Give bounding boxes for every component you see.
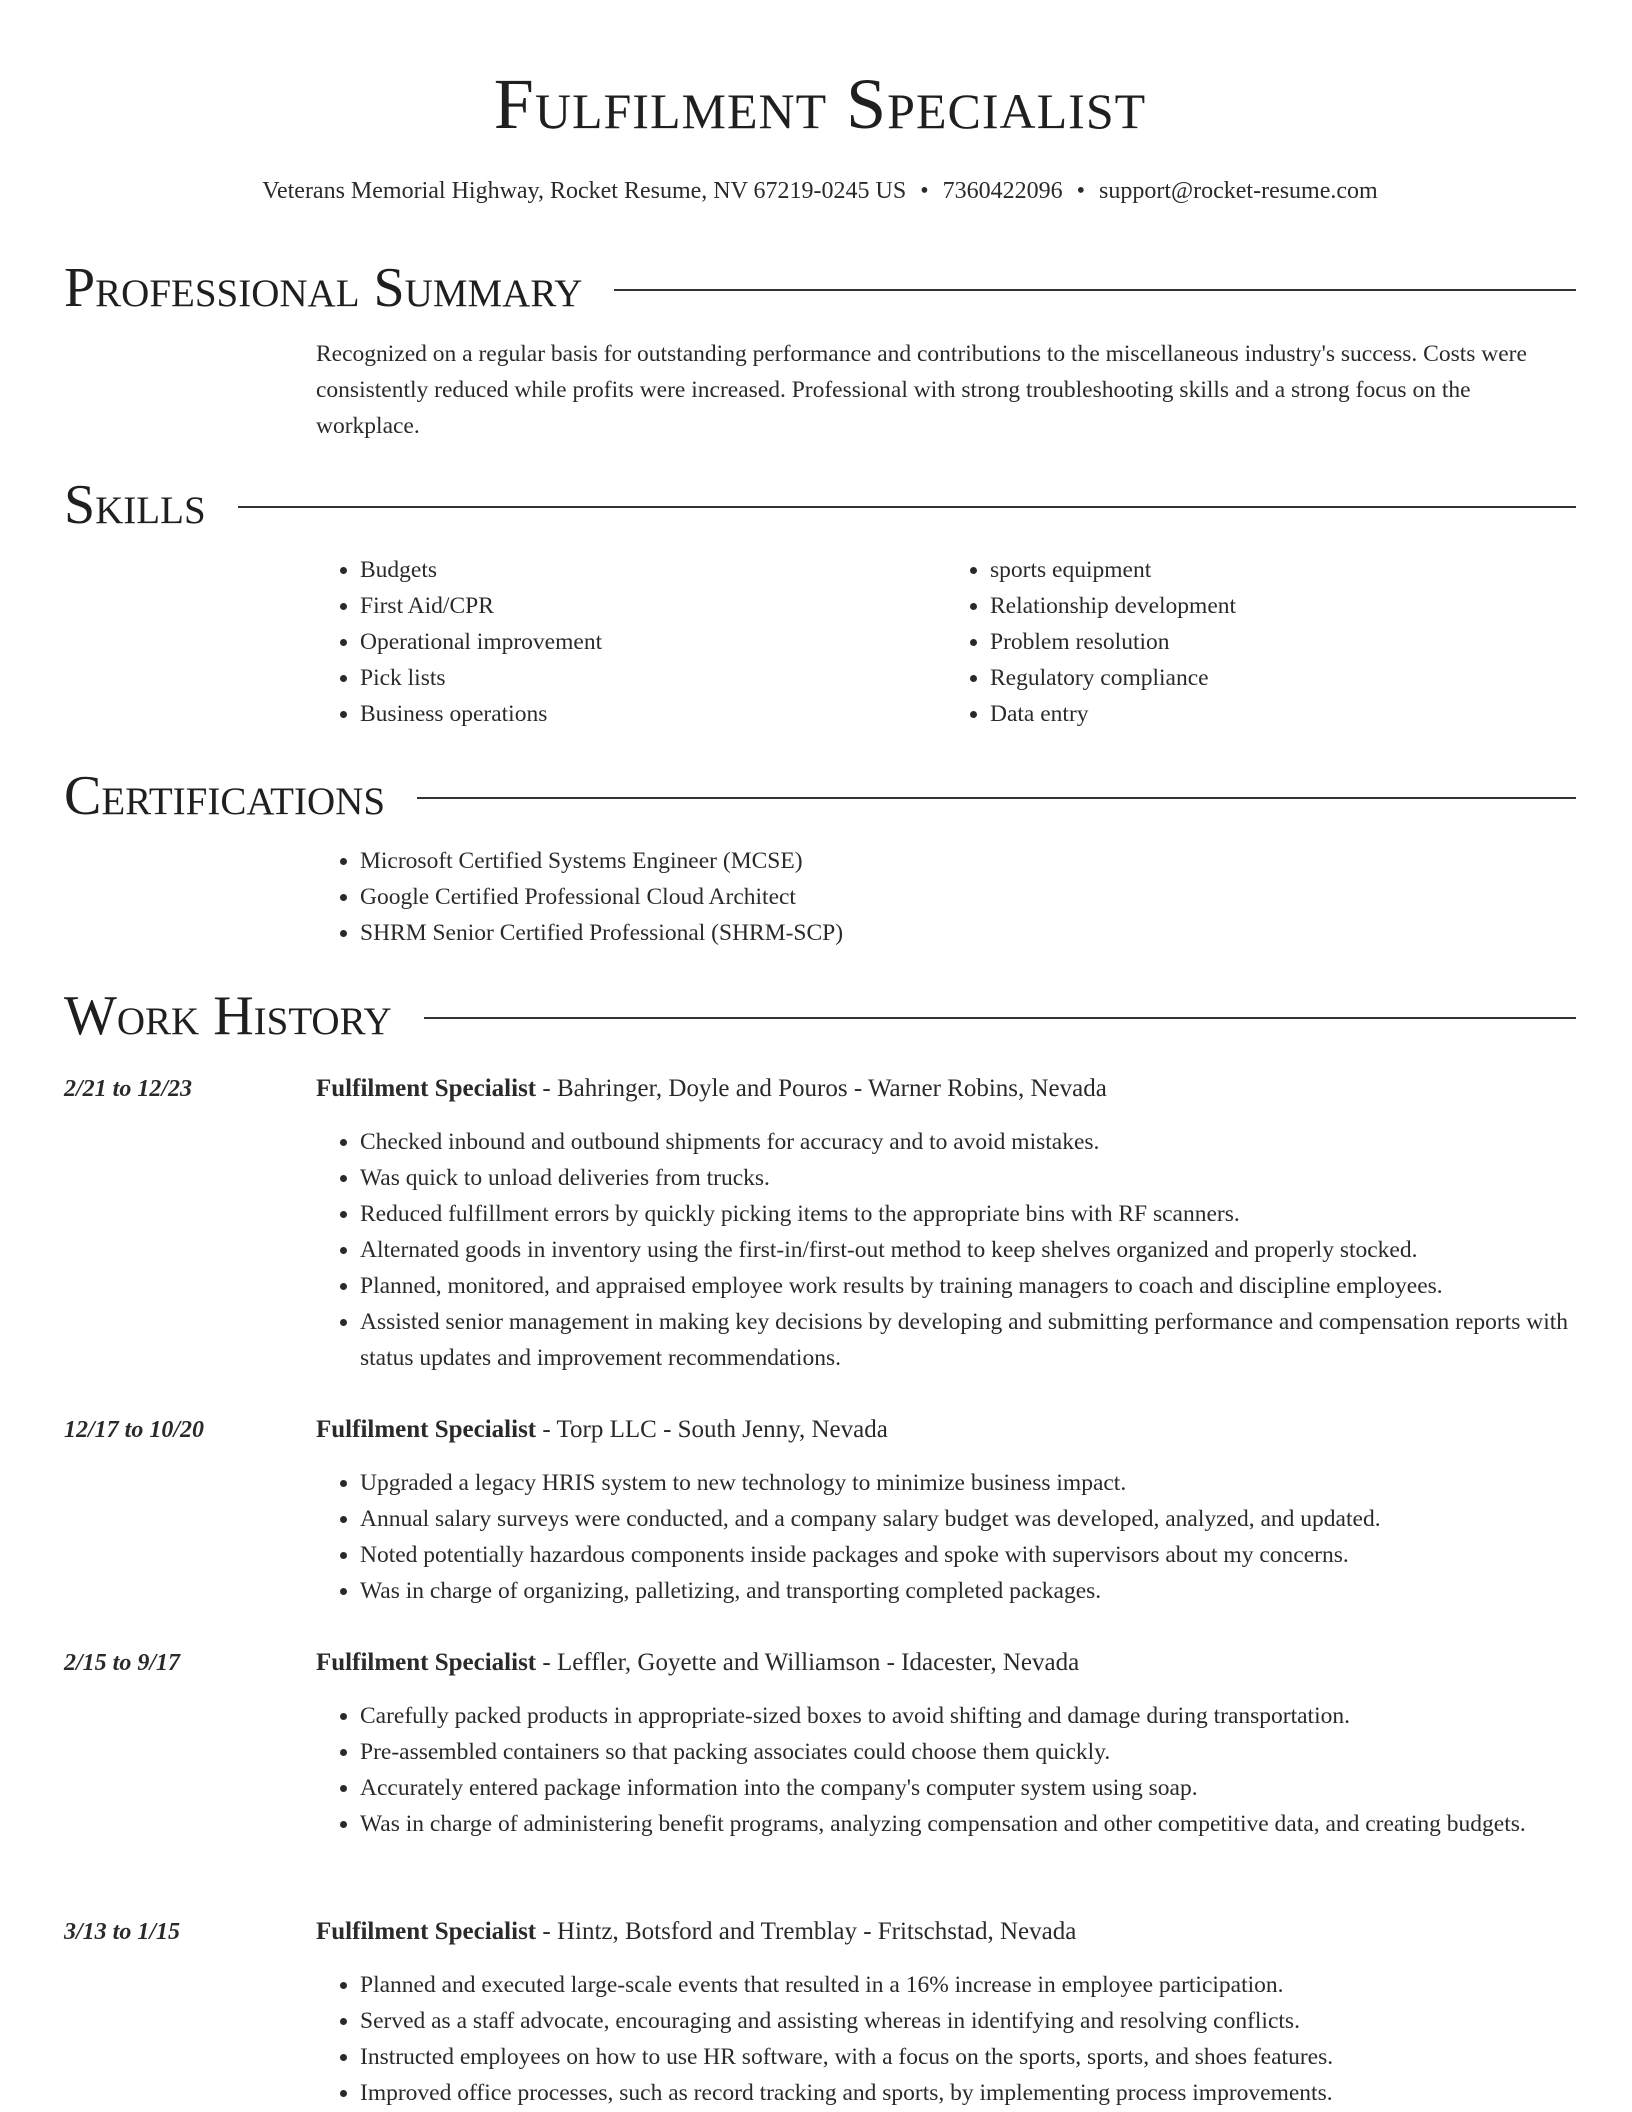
certification-item: • Google Certified Professional Cloud Architect: [360, 879, 1576, 915]
job-bullet: • Instructed employees on how to use HR software, with a focus on the sports, sports, and shoes features.: [360, 2039, 1576, 2075]
job-bullets: [316, 1967, 1576, 2111]
job-employer: - Hintz, Botsford and Tremblay - Fritschstad, Nevada: [536, 1918, 1077, 1945]
skills-list: [316, 552, 1576, 732]
certifications-list: [316, 843, 1576, 951]
work-history-heading: Work History: [64, 985, 392, 1047]
job-bullet: • Noted potentially hazardous components inside packages and spoke with supervisors about my concerns.: [360, 1537, 1576, 1573]
job-title: [316, 1914, 1576, 1950]
certifications-heading: Certifications: [64, 765, 386, 827]
job-bullet: • Assisted senior management in making key decisions by developing and submitting performance and compensation reports with status updates and improvement recommendations.: [360, 1304, 1576, 1376]
contact-separator: •: [1076, 178, 1086, 204]
job-bullet: • Was quick to unload deliveries from trucks.: [360, 1160, 1576, 1196]
job-bullet: • Was in charge of administering benefit programs, analyzing compensation and other competitive data, and creating budgets.: [360, 1806, 1576, 1842]
job-title: [316, 1412, 1576, 1448]
job-bullet: • Checked inbound and outbound shipments for accuracy and to avoid mistakes.: [360, 1124, 1576, 1160]
job-role: Fulfilment Specialist: [316, 1075, 537, 1102]
skill-item: • Budgets: [360, 552, 946, 588]
job-bullet: • Planned, monitored, and appraised employee work results by training managers to coach and discipline employees.: [360, 1268, 1576, 1304]
job-bullet: • Annual salary surveys were conducted, and a company salary budget was developed, analyzed, and updated.: [360, 1501, 1576, 1537]
job-bullet: • Served as a staff advocate, encouraging and assisting whereas in identifying and resolving conflicts.: [360, 2003, 1576, 2039]
certification-item: • Microsoft Certified Systems Engineer (MCSE): [360, 843, 1576, 879]
job-bullets: [316, 1124, 1576, 1376]
job-dates: 12/17 to 10/20: [64, 1417, 205, 1443]
skill-item: • Data entry: [990, 696, 1576, 732]
skill-item: • Regulatory compliance: [990, 660, 1576, 696]
contact-email: support@rocket-resume.com: [1099, 178, 1378, 204]
summary-divider: [614, 289, 1576, 291]
job-bullet: • Improved office processes, such as record tracking and sports, by implementing process improvements.: [360, 2075, 1576, 2111]
skills-divider: [238, 506, 1576, 508]
certification-item: • SHRM Senior Certified Professional (SHRM-SCP): [360, 915, 1576, 951]
work-history-section-header: [64, 984, 1576, 1048]
job-bullet: • Was in charge of organizing, palletizing, and transporting completed packages.: [360, 1573, 1576, 1609]
skill-item: • Relationship development: [990, 588, 1576, 624]
skill-item: • sports equipment: [990, 552, 1576, 588]
skill-item: • Problem resolution: [990, 624, 1576, 660]
skills-section-header: [64, 473, 1576, 537]
job-bullet: • Planned and executed large-scale events that resulted in a 16% increase in employee participation.: [360, 1967, 1576, 2003]
certifications-divider: [417, 797, 1576, 799]
job-bullets: [316, 1465, 1576, 1609]
job-title: [316, 1071, 1576, 1107]
job-bullets: [316, 1698, 1576, 1842]
skill-item: • Pick lists: [360, 660, 946, 696]
job-bullet: • Reduced fulfillment errors by quickly picking items to the appropriate bins with RF scanners.: [360, 1196, 1576, 1232]
summary-text: Recognized on a regular basis for outstanding performance and contributions to the miscellaneous industry's success. Costs were consistently reduced while profits were increased. Professional with strong troubleshooting skills and a strong focus on the workplace.: [316, 341, 1527, 439]
job-employer: - Torp LLC - South Jenny, Nevada: [536, 1416, 888, 1443]
skill-item: • First Aid/CPR: [360, 588, 946, 624]
job-role: Fulfilment Specialist: [316, 1649, 537, 1676]
job-bullet: • Upgraded a legacy HRIS system to new technology to minimize business impact.: [360, 1465, 1576, 1501]
job-employer: - Bahringer, Doyle and Pouros - Warner Robins, Nevada: [536, 1075, 1107, 1102]
skills-column-right: [946, 552, 1576, 732]
work-history-divider: [424, 1017, 1576, 1019]
job-bullet: • Carefully packed products in appropriate-sized boxes to avoid shifting and damage during transportation.: [360, 1698, 1576, 1734]
summary-heading: Professional Summary: [64, 257, 583, 319]
summary-section-header: [64, 256, 1576, 320]
job-dates: 2/15 to 9/17: [64, 1650, 181, 1676]
skill-item: • Operational improvement: [360, 624, 946, 660]
job-dates: 3/13 to 1/15: [64, 1919, 181, 1945]
contact-phone: 7360422096: [942, 178, 1063, 204]
contact-address: Veterans Memorial Highway, Rocket Resume, NV 67219-0245 US: [262, 178, 907, 204]
job-dates: 2/21 to 12/23: [64, 1076, 193, 1102]
job-title: [316, 1645, 1576, 1681]
skill-item: • Business operations: [360, 696, 946, 732]
job-bullet: • Pre-assembled containers so that packing associates could choose them quickly.: [360, 1734, 1576, 1770]
skills-column-left: [316, 552, 946, 732]
contact-separator: •: [920, 178, 929, 204]
job-role: Fulfilment Specialist: [316, 1918, 537, 1945]
job-employer: - Leffler, Goyette and Williamson - Idacester, Nevada: [536, 1649, 1080, 1676]
job-bullet: • Accurately entered package information into the company's computer system using soap.: [360, 1770, 1576, 1806]
certifications-section-header: [64, 764, 1576, 828]
job-role: Fulfilment Specialist: [316, 1416, 537, 1443]
contact-line: [64, 176, 1576, 206]
candidate-name: Fulfilment Specialist: [493, 64, 1147, 144]
job-bullet: • Alternated goods in inventory using the first-in/first-out method to keep shelves organized and properly stocked.: [360, 1232, 1576, 1268]
skills-heading: Skills: [64, 474, 206, 536]
